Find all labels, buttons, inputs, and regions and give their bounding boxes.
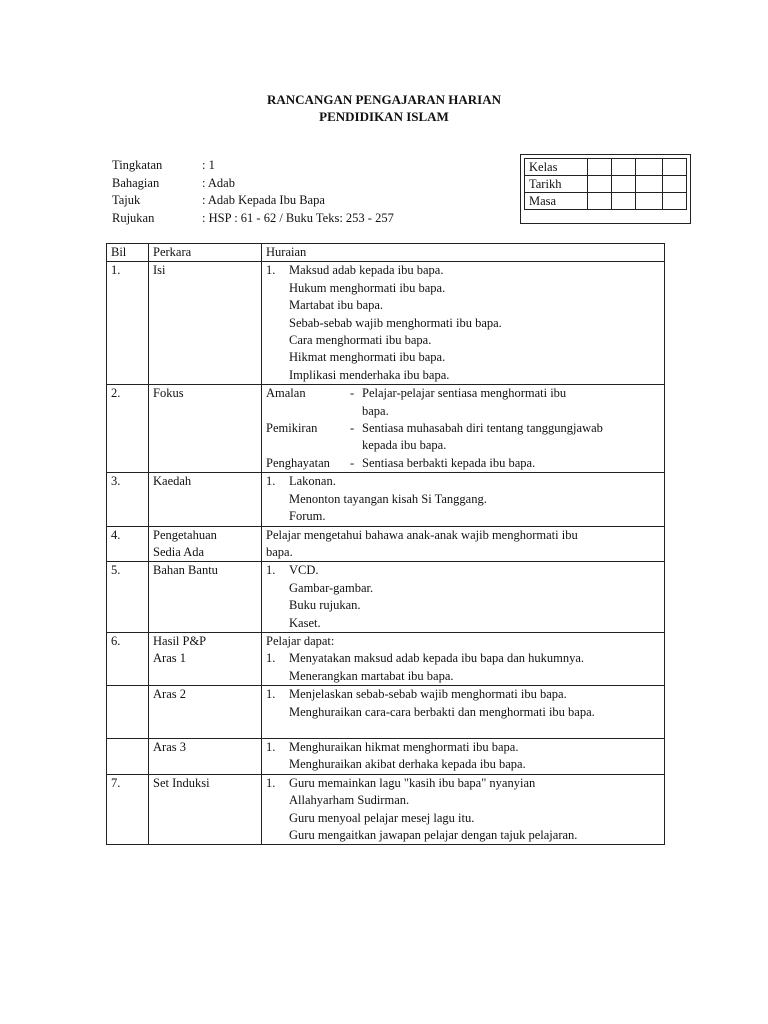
fokus-pemikiran	[266, 420, 660, 455]
row-huraian	[262, 473, 665, 526]
table-row-kaedah	[107, 473, 665, 526]
list-item	[266, 775, 660, 792]
schedule-cell	[612, 159, 636, 176]
info-label: Rujukan	[112, 210, 155, 225]
info-label: Tingkatan	[112, 158, 163, 172]
info-value: : 1	[202, 158, 215, 172]
info-value: : Adab Kepada Ibu Bapa	[202, 193, 325, 207]
schedule-cell	[612, 193, 636, 210]
schedule-cell	[636, 193, 663, 210]
fokus-penghayatan	[266, 455, 660, 472]
row-huraian	[262, 526, 665, 562]
info-label: Bahagian	[112, 175, 160, 190]
schedule-row-tarikh	[525, 176, 687, 193]
list-number: 1.	[266, 263, 276, 278]
row-huraian	[262, 385, 665, 473]
schedule-label: Tarikh	[525, 176, 588, 193]
list-text: Guru memainkan lagu "kasih ibu bapa" nyanyian	[289, 775, 536, 790]
list-item: Hukum menghormati ibu bapa.	[289, 280, 446, 295]
schedule-cell	[588, 159, 612, 176]
table-row-set-induksi	[107, 774, 665, 845]
row-bil: 7.	[107, 774, 149, 845]
row-huraian	[262, 686, 665, 739]
list-item: Implikasi menderhaka ibu bapa.	[289, 367, 450, 382]
row-perkara: Bahan Bantu	[149, 562, 262, 633]
paragraph-line: Pelajar mengetahui bahawa anak-anak wajib menghormati ibu	[266, 527, 578, 542]
schedule-cell	[588, 193, 612, 210]
list-text: Menghuraikan hikmat menghormati ibu bapa.	[289, 739, 519, 754]
row-huraian	[262, 774, 665, 845]
fokus-amalan	[266, 385, 660, 420]
row-perkara: Isi	[149, 262, 262, 385]
fokus-key: Amalan	[266, 386, 306, 401]
fokus-dash: -	[350, 421, 355, 436]
list-item: Guru mengaitkan jawapan pelajar dengan tajuk pelajaran.	[289, 828, 578, 842]
schedule-row-masa	[525, 193, 687, 210]
list-item: Menghuraikan akibat derhaka kepada ibu bapa.	[289, 757, 526, 772]
table-header-row	[107, 244, 665, 262]
fokus-text-line: bapa.	[362, 403, 389, 418]
table-row-hasil-aras-2	[107, 686, 665, 739]
document-title: RANCANGAN PENGAJARAN HARIAN	[267, 92, 501, 107]
schedule-cell	[663, 159, 687, 176]
fokus-key: Penghayatan	[266, 455, 330, 470]
schedule-label: Masa	[525, 193, 588, 210]
schedule-row-kelas	[525, 159, 687, 176]
paragraph-line: bapa.	[266, 544, 293, 559]
list-item: Martabat ibu bapa.	[289, 298, 384, 313]
row-perkara: Aras 2	[149, 686, 262, 739]
info-value: : HSP : 61 - 62 / Buku Teks: 253 - 257	[202, 210, 394, 225]
list-item: Forum.	[289, 509, 326, 524]
header-huraian: Huraian	[262, 244, 665, 262]
info-label: Tajuk	[112, 193, 141, 207]
row-perkara: Kaedah	[149, 473, 262, 526]
schedule-box	[524, 158, 687, 210]
fokus-key: Pemikiran	[266, 421, 318, 436]
row-bil: 6.	[107, 632, 149, 685]
list-item: Allahyarham Sudirman.	[289, 793, 410, 808]
row-bil	[107, 686, 149, 739]
list-item	[266, 562, 660, 579]
table-row-pengetahuan	[107, 526, 665, 562]
schedule-cell	[636, 159, 663, 176]
table-row-fokus	[107, 385, 665, 473]
fokus-text-line: Pelajar-pelajar sentiasa menghormati ibu	[362, 386, 567, 401]
fokus-text-line: Sentiasa muhasabah diri tentang tanggungjawab	[362, 421, 603, 436]
list-item: Menonton tayangan kisah Si Tanggang.	[289, 491, 487, 506]
list-item	[266, 650, 660, 667]
schedule-label: Kelas	[525, 159, 588, 176]
table-row-bahan-bantu	[107, 562, 665, 633]
schedule-cell	[636, 176, 663, 193]
fokus-text	[362, 385, 660, 420]
list-number: 1.	[266, 687, 276, 702]
list-number: 1.	[266, 474, 276, 489]
row-huraian	[262, 562, 665, 633]
list-number: 1.	[266, 651, 276, 666]
schedule-cell	[588, 176, 612, 193]
row-perkara-line: Pengetahuan	[153, 527, 217, 542]
row-perkara: Aras 3	[149, 738, 262, 774]
list-number: 1.	[266, 563, 276, 578]
row-bil	[107, 738, 149, 774]
row-bil: 2.	[107, 385, 149, 473]
list-item	[266, 473, 660, 490]
intro-line: Pelajar dapat:	[266, 633, 335, 648]
table-row-hasil-aras-1	[107, 632, 665, 685]
list-item: Buku rujukan.	[289, 598, 361, 613]
list-item: Menerangkan martabat ibu bapa.	[289, 668, 454, 683]
list-number: 1.	[266, 739, 276, 754]
header-perkara: Perkara	[149, 244, 262, 262]
schedule-cell	[663, 176, 687, 193]
row-perkara-line: Hasil P&P	[153, 633, 207, 648]
info-value: : Adab	[202, 175, 235, 190]
list-item	[266, 262, 660, 279]
list-item: Gambar-gambar.	[289, 580, 374, 595]
list-item: Sebab-sebab wajib menghormati ibu bapa.	[289, 315, 502, 330]
row-bil: 3.	[107, 473, 149, 526]
list-text: VCD.	[289, 563, 319, 578]
fokus-dash: -	[350, 455, 355, 470]
list-item: Hikmat menghormati ibu bapa.	[289, 350, 446, 365]
header-bil: Bil	[107, 244, 149, 262]
schedule-cell	[663, 193, 687, 210]
list-number: 1.	[266, 775, 276, 790]
list-text: Menjelaskan sebab-sebab wajib menghormati ibu bapa.	[289, 687, 567, 702]
row-huraian	[262, 262, 665, 385]
row-perkara: Fokus	[149, 385, 262, 473]
list-text: Lakonan.	[289, 474, 336, 489]
list-item	[266, 739, 660, 756]
row-perkara: Set Induksi	[149, 774, 262, 845]
document-subtitle: PENDIDIKAN ISLAM	[319, 109, 449, 124]
row-perkara-line: Sedia Ada	[153, 544, 205, 559]
row-bil: 5.	[107, 562, 149, 633]
spacer	[266, 721, 660, 738]
lesson-plan-table	[106, 243, 665, 845]
row-huraian	[262, 738, 665, 774]
schedule-cell	[612, 176, 636, 193]
list-item: Kaset.	[289, 615, 321, 630]
list-item: Cara menghormati ibu bapa.	[289, 333, 432, 348]
row-perkara	[149, 632, 262, 685]
fokus-dash: -	[350, 386, 355, 401]
list-item: Guru menyoal pelajar mesej lagu itu.	[289, 810, 475, 825]
list-text: Menyatakan maksud adab kepada ibu bapa dan hukumnya.	[289, 651, 585, 666]
list-text: Maksud adab kepada ibu bapa.	[289, 263, 444, 278]
row-bil: 4.	[107, 526, 149, 562]
row-perkara-line: Aras 1	[153, 651, 186, 666]
list-item	[266, 686, 660, 703]
fokus-text: Sentiasa berbakti kepada ibu bapa.	[362, 455, 536, 470]
row-bil: 1.	[107, 262, 149, 385]
table-row-hasil-aras-3	[107, 738, 665, 774]
fokus-text	[362, 420, 660, 455]
list-item: Menghuraikan cara-cara berbakti dan menghormati ibu bapa.	[289, 704, 595, 719]
row-huraian	[262, 632, 665, 685]
row-perkara	[149, 526, 262, 562]
fokus-text-line: kepada ibu bapa.	[362, 438, 447, 453]
table-row-isi	[107, 262, 665, 385]
